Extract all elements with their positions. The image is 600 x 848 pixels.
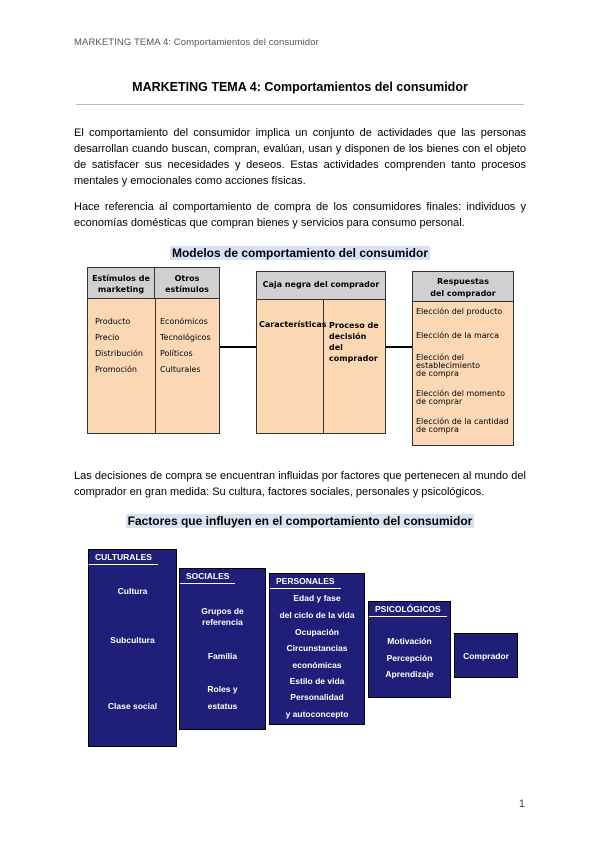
responses-box [412,271,514,446]
factor-title: CULTURALES [89,550,158,565]
header-line: estímulos [165,285,209,294]
header-line: Estímulos de [92,274,150,283]
factor-item: Roles y [207,684,238,694]
header-line: del comprador [430,289,496,298]
other-stimuli-header [155,268,219,304]
factor-item: Aprendizaje [385,669,434,679]
list-item: Tecnológicos [160,333,211,342]
response-item [416,354,480,378]
factor-item: Percepción [386,653,433,663]
response-item [416,390,505,406]
list-item: Políticos [160,349,193,358]
running-header: MARKETING TEMA 4: Comportamientos del consumidor [74,37,319,48]
black-box-characteristics: Características [259,320,327,329]
list-item: Económicos [160,317,208,326]
page-title: MARKETING TEMA 4: Comportamientos del consumidor [132,80,468,94]
text-line: Elección del producto [416,307,503,316]
text-line: de comprar [416,397,463,406]
factor-item: estatus [207,701,238,711]
response-item [416,307,502,316]
responses-header [413,272,513,302]
arrow-stimuli-to-blackbox [220,346,256,348]
page-number: 1 [518,798,525,810]
factor-item: Ocupación [295,627,339,637]
factor-box-culturales [88,549,177,747]
factor-box-personales [269,573,365,725]
header-line: marketing [97,285,145,294]
factor-item: Personalidad [290,692,344,702]
title-divider [76,104,524,105]
factor-item: Motivación [387,636,432,646]
stimuli-header [88,268,219,299]
text-line: Elección de la cantidad [416,417,509,426]
list-item: Precio [95,333,120,342]
black-box-header: Caja negra del comprador [257,272,385,300]
marketing-stimuli-list [95,314,143,378]
factor-item: Estilo de vida [289,676,345,686]
marketing-stimuli-header [88,268,155,299]
factor-item: Familia [207,651,238,661]
list-item: Distribución [95,349,143,358]
factor-item: Circunstancias [286,643,348,653]
model-heading-wrap [0,244,600,262]
stimuli-column-divider [155,299,156,433]
black-box [256,271,386,434]
response-item [416,331,499,340]
text-line: Elección de la marca [416,331,500,340]
factor-item: económicas [292,660,342,670]
factor-item: y autoconcepto [285,709,349,719]
list-item: Promoción [95,365,137,374]
response-item [416,418,509,434]
arrow-blackbox-to-responses [386,346,412,348]
text-line: Elección del [416,353,464,362]
factor-item: Subcultura [110,635,155,645]
text-line: decisión [329,332,367,341]
text-line: de compra [416,369,459,378]
header-line: Otros [174,274,200,283]
text-line: de compra [416,425,459,434]
text-line: Proceso de [329,321,379,330]
header-line: Respuestas [437,277,489,286]
text-line: establecimiento [416,361,481,370]
factor-title: PERSONALES [270,574,341,589]
factor-title: PSICOLÓGICOS [369,602,447,617]
paragraph-final-consumers: Hace referencia al comportamiento de compra de los consumidores finales: individuos y economías domésticas que compran bienes y servicios para consumo personal. [74,201,526,229]
factor-box-comprador [454,633,518,678]
factor-item: Cultura [117,586,148,596]
stimuli-box [87,267,220,434]
paragraph-factors-intro: Las decisiones de compra se encuentran influidas por factores que pertenecen al mundo del comprador en gran medida: Su cultura, factores sociales, personales y psicológicos. [74,470,526,498]
text-line: comprador [329,354,378,363]
factor-title: SOCIALES [180,569,235,584]
comprador-label: Comprador [463,651,509,661]
factors-heading-wrap [0,512,600,530]
factor-box-sociales [179,568,266,730]
factor-item: del ciclo de la vida [279,610,355,620]
list-item: Producto [95,317,131,326]
model-heading: Modelos de comportamiento del consumidor [171,246,429,260]
text-line: Elección del momento [416,389,505,398]
factor-item: Grupos de [201,606,244,616]
factor-box-psicologicos [368,601,451,698]
text-line: del [329,343,343,352]
factor-item: referencia [202,617,243,627]
other-stimuli-list [160,314,211,378]
list-item: Culturales [160,365,201,374]
factor-item: Edad y fase [293,593,341,603]
factors-heading: Factores que influyen en el comportamiento del consumidor [127,514,473,528]
black-box-decision-process [329,320,379,364]
factor-item: Clase social [107,701,158,711]
paragraph-intro: El comportamiento del consumidor implica un conjunto de actividades que las personas desarrollan cuando buscan, compran, evalúan, usan y disponen de los bienes con el objeto de satisfacer sus necesidades y deseos. Estas actividades comprenden tanto procesos mentales y emocionales como acciones físicas. [74,127,526,187]
